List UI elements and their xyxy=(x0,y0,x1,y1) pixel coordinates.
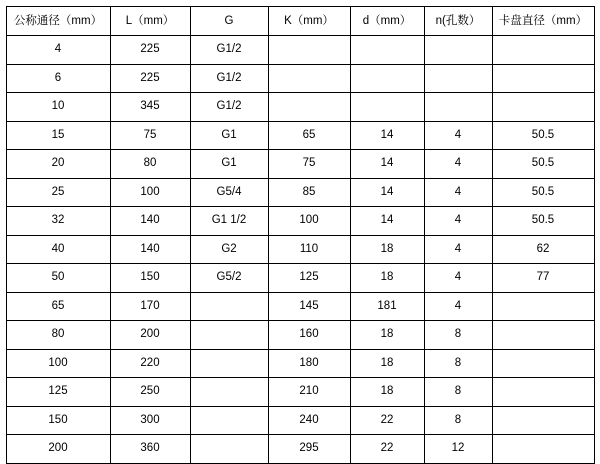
cell-length: 200 xyxy=(110,321,190,350)
cell-nominal-diameter: 200 xyxy=(6,435,110,464)
table-row xyxy=(6,178,594,207)
cell-k xyxy=(268,93,350,122)
table-row xyxy=(6,349,594,378)
cell-d: 14 xyxy=(350,207,424,236)
cell-k: 145 xyxy=(268,292,350,321)
cell-nominal-diameter: 150 xyxy=(6,406,110,435)
cell-nominal-diameter: 80 xyxy=(6,321,110,350)
cell-nominal-diameter: 6 xyxy=(6,64,110,93)
cell-length: 220 xyxy=(110,349,190,378)
cell-length: 140 xyxy=(110,207,190,236)
column-header-d: d（mm） xyxy=(350,7,424,36)
cell-flange-diameter xyxy=(492,435,594,464)
cell-hole-count: 4 xyxy=(424,178,492,207)
table-row xyxy=(6,321,594,350)
cell-thread xyxy=(190,349,268,378)
cell-length: 150 xyxy=(110,264,190,293)
cell-flange-diameter xyxy=(492,93,594,122)
cell-thread: G1/2 xyxy=(190,93,268,122)
cell-thread xyxy=(190,292,268,321)
cell-flange-diameter xyxy=(492,292,594,321)
cell-thread: G2 xyxy=(190,235,268,264)
table-row xyxy=(6,406,594,435)
cell-k: 85 xyxy=(268,178,350,207)
cell-hole-count: 8 xyxy=(424,406,492,435)
cell-d: 22 xyxy=(350,435,424,464)
cell-flange-diameter: 77 xyxy=(492,264,594,293)
cell-nominal-diameter: 100 xyxy=(6,349,110,378)
table-row xyxy=(6,121,594,150)
cell-k: 210 xyxy=(268,378,350,407)
cell-length: 225 xyxy=(110,36,190,65)
table-row xyxy=(6,150,594,179)
cell-flange-diameter: 50.5 xyxy=(492,178,594,207)
cell-d: 181 xyxy=(350,292,424,321)
cell-d xyxy=(350,64,424,93)
cell-nominal-diameter: 50 xyxy=(6,264,110,293)
cell-thread: G1/2 xyxy=(190,36,268,65)
table-row xyxy=(6,264,594,293)
cell-thread: G1 1/2 xyxy=(190,207,268,236)
cell-length: 100 xyxy=(110,178,190,207)
cell-hole-count xyxy=(424,64,492,93)
cell-flange-diameter xyxy=(492,321,594,350)
cell-flange-diameter: 50.5 xyxy=(492,207,594,236)
cell-thread xyxy=(190,378,268,407)
cell-k xyxy=(268,64,350,93)
table-row xyxy=(6,235,594,264)
cell-hole-count: 8 xyxy=(424,321,492,350)
cell-nominal-diameter: 25 xyxy=(6,178,110,207)
table-header-row xyxy=(6,7,594,36)
cell-thread xyxy=(190,321,268,350)
cell-thread: G1 xyxy=(190,121,268,150)
cell-length: 225 xyxy=(110,64,190,93)
cell-flange-diameter: 50.5 xyxy=(492,150,594,179)
cell-flange-diameter xyxy=(492,64,594,93)
cell-thread: G1/2 xyxy=(190,64,268,93)
cell-d: 18 xyxy=(350,349,424,378)
cell-hole-count: 8 xyxy=(424,349,492,378)
cell-hole-count xyxy=(424,93,492,122)
cell-k: 100 xyxy=(268,207,350,236)
cell-d: 18 xyxy=(350,235,424,264)
cell-hole-count: 12 xyxy=(424,435,492,464)
cell-k: 240 xyxy=(268,406,350,435)
cell-nominal-diameter: 125 xyxy=(6,378,110,407)
table-row xyxy=(6,207,594,236)
column-header-hole-count: n(孔数） xyxy=(424,7,492,36)
cell-d: 18 xyxy=(350,321,424,350)
cell-k: 125 xyxy=(268,264,350,293)
column-header-flange-diameter: 卡盘直径（mm） xyxy=(492,7,594,36)
column-header-thread: G xyxy=(190,7,268,36)
cell-d: 18 xyxy=(350,378,424,407)
cell-k xyxy=(268,36,350,65)
table-row xyxy=(6,292,594,321)
cell-nominal-diameter: 65 xyxy=(6,292,110,321)
cell-hole-count: 4 xyxy=(424,150,492,179)
cell-k: 180 xyxy=(268,349,350,378)
cell-k: 295 xyxy=(268,435,350,464)
cell-d: 18 xyxy=(350,264,424,293)
cell-hole-count: 4 xyxy=(424,264,492,293)
cell-flange-diameter xyxy=(492,406,594,435)
cell-nominal-diameter: 10 xyxy=(6,93,110,122)
cell-thread xyxy=(190,406,268,435)
cell-hole-count: 4 xyxy=(424,292,492,321)
cell-d: 14 xyxy=(350,178,424,207)
cell-length: 250 xyxy=(110,378,190,407)
cell-hole-count xyxy=(424,36,492,65)
column-header-length: L（mm） xyxy=(110,7,190,36)
cell-flange-diameter xyxy=(492,36,594,65)
cell-hole-count: 4 xyxy=(424,235,492,264)
cell-thread: G1 xyxy=(190,150,268,179)
cell-flange-diameter xyxy=(492,349,594,378)
specification-table xyxy=(6,6,595,464)
cell-flange-diameter: 50.5 xyxy=(492,121,594,150)
cell-d: 14 xyxy=(350,150,424,179)
cell-thread: G5/4 xyxy=(190,178,268,207)
column-header-k: K（mm） xyxy=(268,7,350,36)
cell-d: 22 xyxy=(350,406,424,435)
table-row xyxy=(6,435,594,464)
table-header xyxy=(6,7,594,36)
cell-hole-count: 8 xyxy=(424,378,492,407)
cell-thread xyxy=(190,435,268,464)
cell-flange-diameter xyxy=(492,378,594,407)
cell-thread: G5/2 xyxy=(190,264,268,293)
cell-hole-count: 4 xyxy=(424,121,492,150)
cell-k: 65 xyxy=(268,121,350,150)
cell-nominal-diameter: 40 xyxy=(6,235,110,264)
table-row xyxy=(6,378,594,407)
cell-nominal-diameter: 20 xyxy=(6,150,110,179)
cell-d xyxy=(350,36,424,65)
cell-d xyxy=(350,93,424,122)
cell-d: 14 xyxy=(350,121,424,150)
cell-k: 110 xyxy=(268,235,350,264)
table-row xyxy=(6,36,594,65)
cell-length: 75 xyxy=(110,121,190,150)
cell-nominal-diameter: 32 xyxy=(6,207,110,236)
table-body xyxy=(6,36,594,464)
cell-nominal-diameter: 4 xyxy=(6,36,110,65)
cell-length: 360 xyxy=(110,435,190,464)
cell-length: 80 xyxy=(110,150,190,179)
cell-nominal-diameter: 15 xyxy=(6,121,110,150)
column-header-nominal-diameter: 公称通径（mm） xyxy=(6,7,110,36)
cell-length: 345 xyxy=(110,93,190,122)
table-row xyxy=(6,64,594,93)
cell-k: 75 xyxy=(268,150,350,179)
table-row xyxy=(6,93,594,122)
cell-k: 160 xyxy=(268,321,350,350)
cell-flange-diameter: 62 xyxy=(492,235,594,264)
cell-length: 300 xyxy=(110,406,190,435)
cell-hole-count: 4 xyxy=(424,207,492,236)
cell-length: 140 xyxy=(110,235,190,264)
cell-length: 170 xyxy=(110,292,190,321)
